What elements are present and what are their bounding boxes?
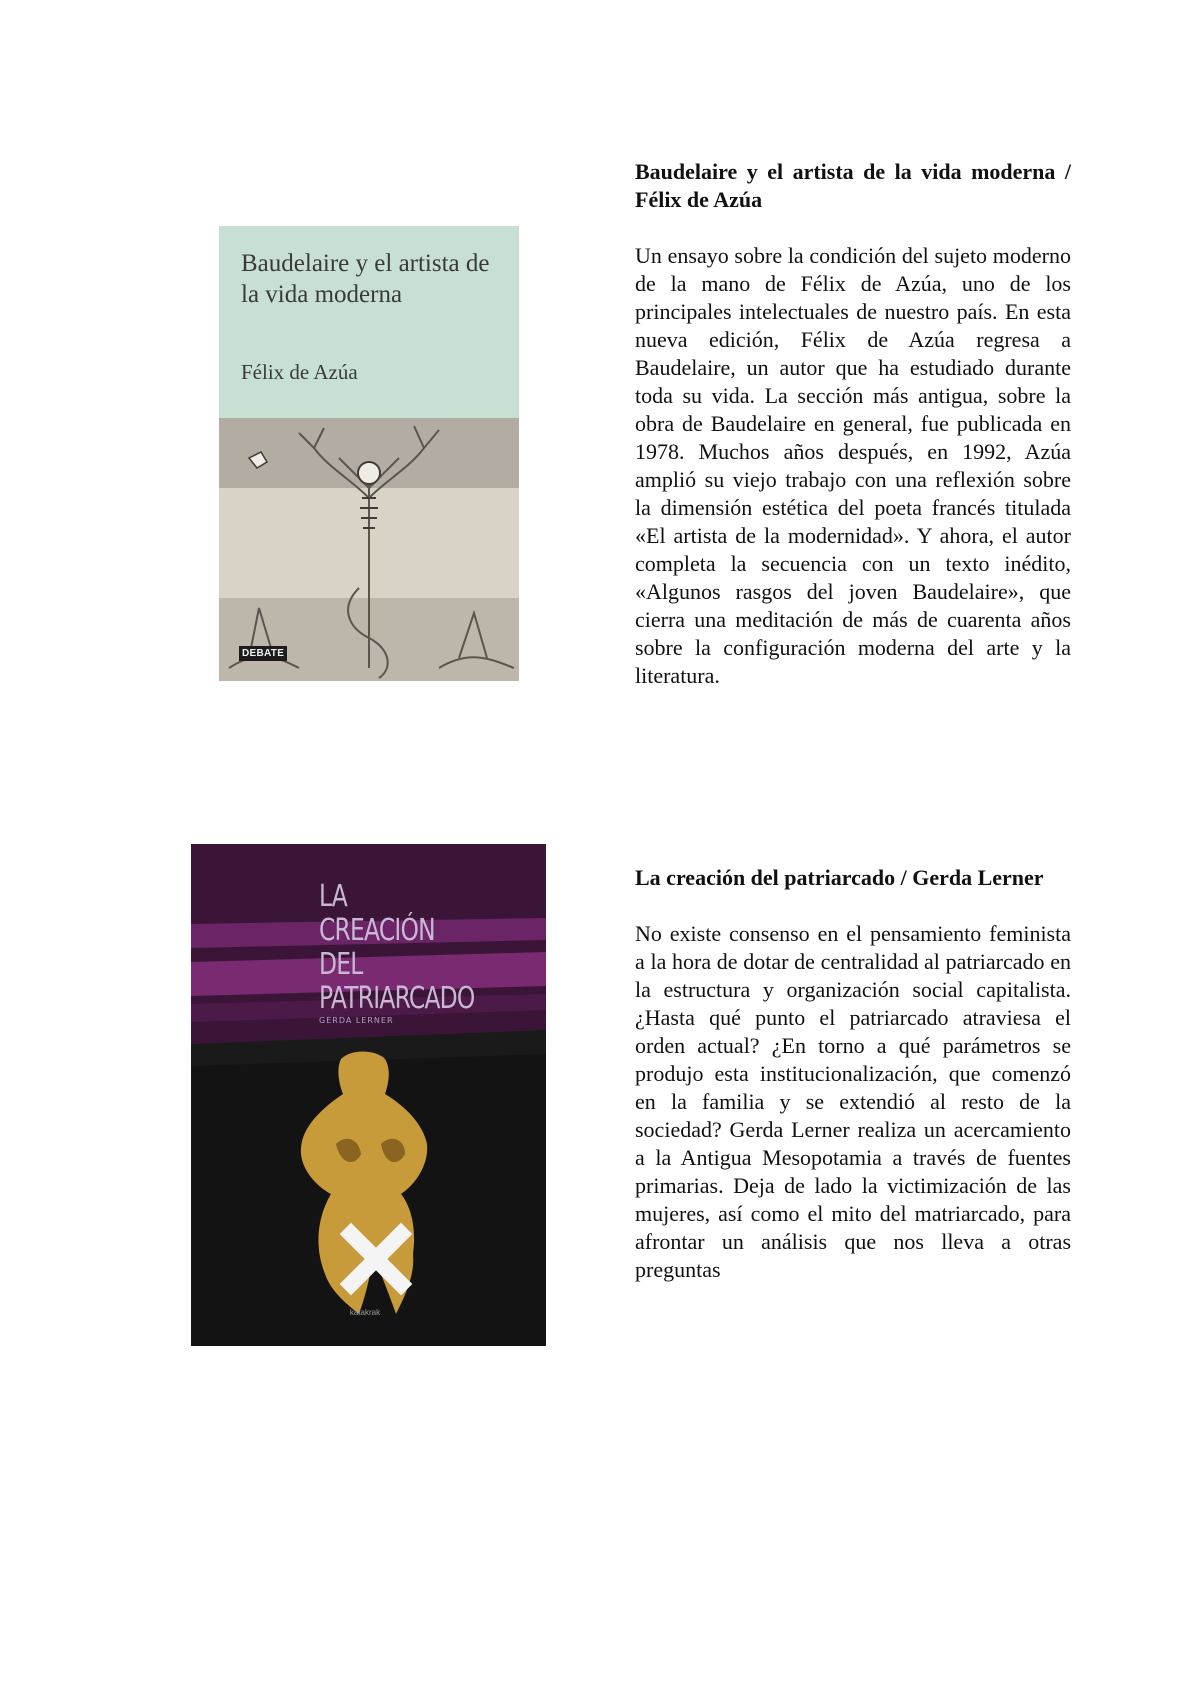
book-entry-1 xyxy=(635,158,1071,690)
publisher-logo: katakrak xyxy=(349,1308,381,1317)
book-title: Baudelaire y el artista de la vida moderna / Félix de Azúa xyxy=(635,159,1071,212)
book-cover-baudelaire xyxy=(219,226,519,681)
book-description: No existe consenso en el pensamiento feminista a la hora de dotar de centralidad al patriarcado en la estructura y organización social capitalista. ¿Hasta qué punto el patriarcado atraviesa el orden actual? ¿En torno a qué parámetros se produjo esta institucionalización, que comenzó en la familia y se extendió al resto de la sociedad? Gerda Lerner realiza un acercamiento a la Antigua Mesopotamia a través de fuentes primarias. Deja de lado la victimización de las mujeres, así como el mito del matriarcado, para afrontar un análisis que nos lleva a otras preguntas xyxy=(635,921,1071,1282)
book-title: La creación del patriarcado / Gerda Lerner xyxy=(635,865,1044,890)
book-entry-2 xyxy=(635,864,1071,1284)
cover-author: GERDA LERNER xyxy=(319,1016,394,1025)
cover-title: Baudelaire y el artista de la vida moderna xyxy=(241,250,490,308)
publisher-logo: DEBATE xyxy=(239,646,287,661)
cover-title-line: LA xyxy=(319,879,348,914)
cover-illustration xyxy=(219,418,519,681)
cover-author: Félix de Azúa xyxy=(241,360,358,384)
book-description: Un ensayo sobre la condición del sujeto moderno de la mano de Félix de Azúa, uno de los principales intelectuales de nuestro país. En esta nueva edición, Félix de Azúa regresa a Baudelaire, un autor que ha estudiado durante toda su vida. La sección más antigua, sobre la obra de Baudelaire en general, fue publicada en 1978. Muchos años después, en 1992, Azúa amplió su viejo trabajo con una reflexión sobre la dimensión estética del poeta francés titulada «El artista de la modernidad». Y ahora, el autor completa la secuencia con un texto inédito, «Algunos rasgos del joven Baudelaire», que cierra una meditación de más de cuarenta años sobre la configuración moderna del arte y la literatura. xyxy=(635,243,1071,688)
figurine-icon xyxy=(301,1052,427,1315)
cover-title-line: CREACIÓN xyxy=(319,913,435,948)
book-cover-patriarcado xyxy=(191,844,546,1346)
cover-title-line: DEL xyxy=(319,947,363,982)
cover-title xyxy=(319,880,491,1016)
cover-title-line: PATRIARCADO xyxy=(319,981,475,1016)
